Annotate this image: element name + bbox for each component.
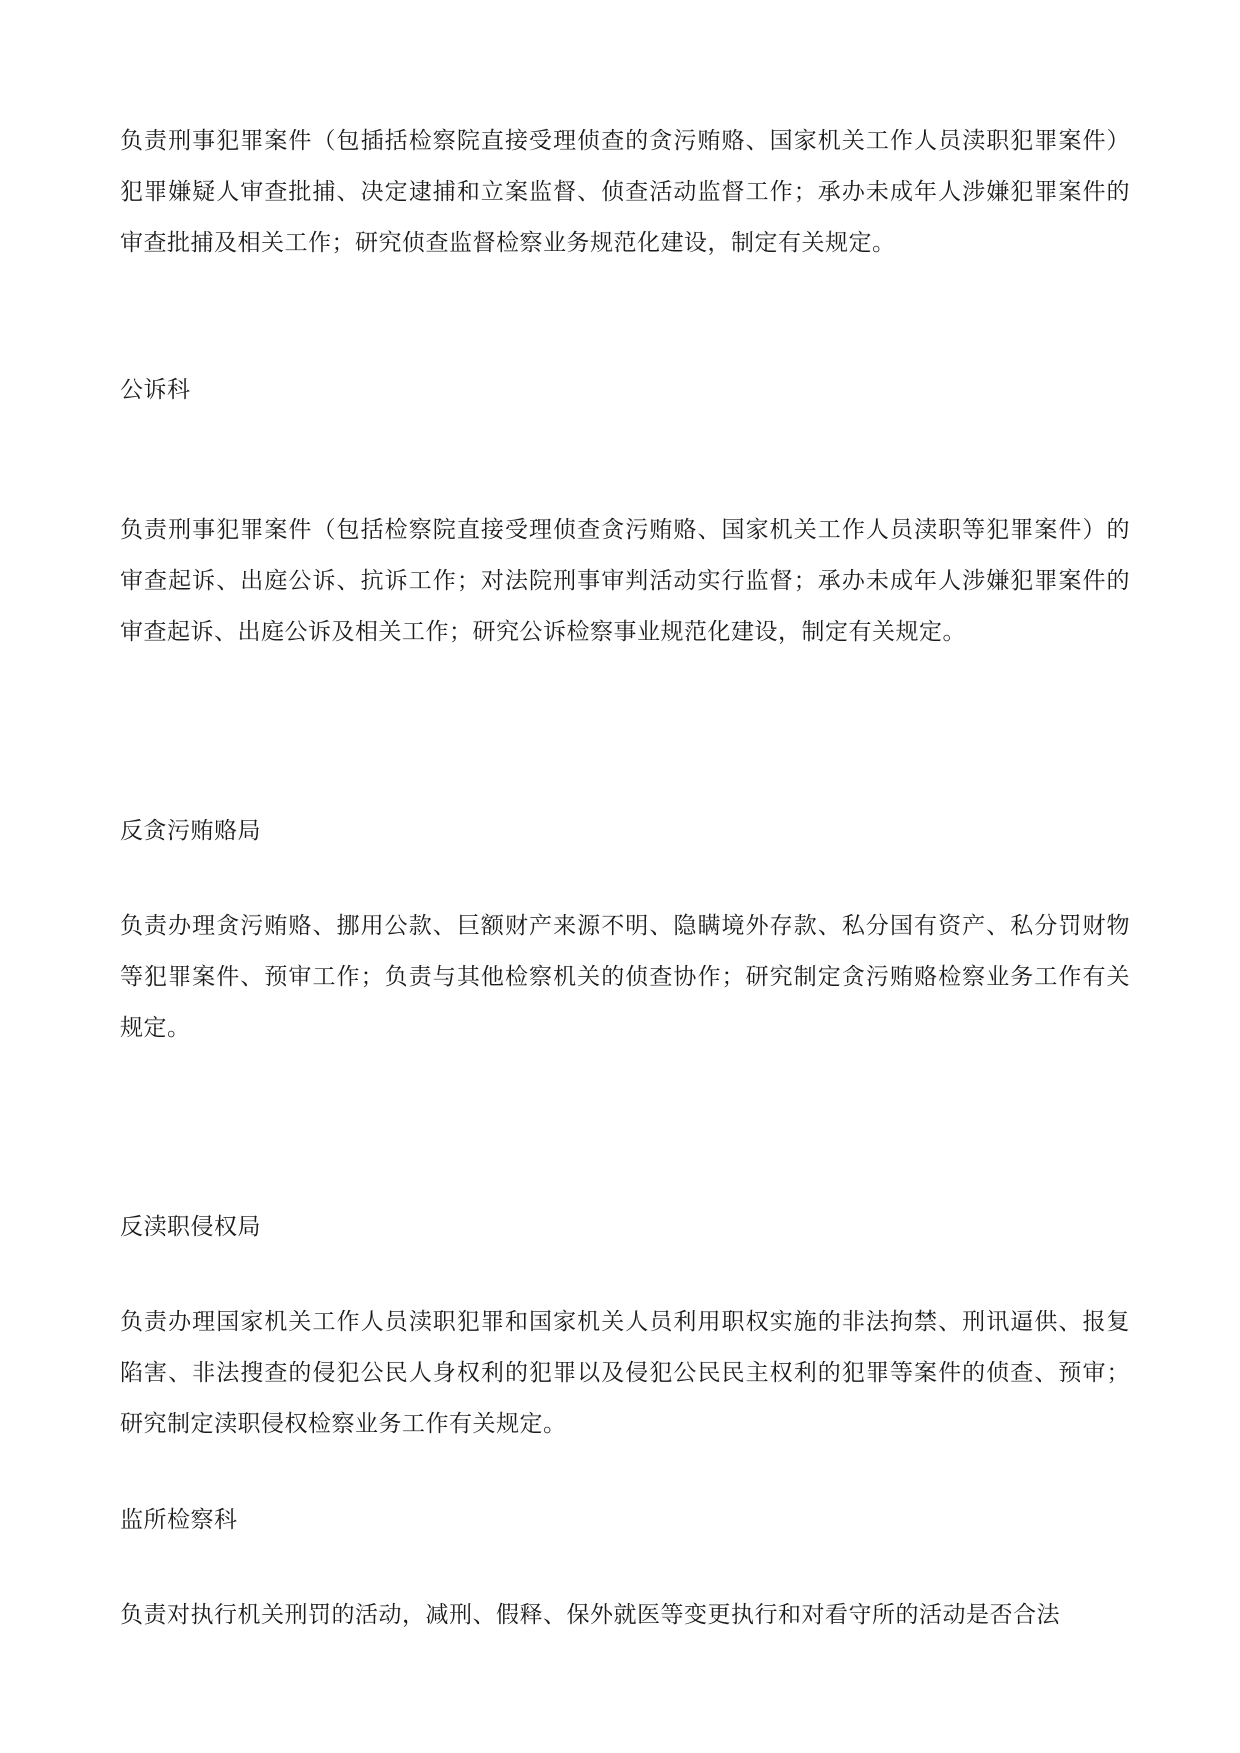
section-5-heading: 监所检察科 — [120, 1507, 238, 1533]
section-4-paragraph: 负责办理国家机关工作人员渎职犯罪和国家机关人员利用职权实施的非法拘禁、刑讯逼供、报复陷害、非法搜查的侵犯公民人身权利的犯罪以及侵犯公民民主权利的犯罪等案件的侦查、预审；研究制定渎职侵权检察业务工作有关规定。 — [120, 1309, 1130, 1437]
section-2-heading: 公诉科 — [120, 377, 191, 403]
section-4-heading: 反渎职侵权局 — [120, 1214, 261, 1240]
section-1-paragraph: 负责刑事犯罪案件（包插括检察院直接受理侦查的贪污贿赂、国家机关工作人员渎职犯罪案件）犯罪嫌疑人审查批捕、决定逮捕和立案监督、侦查活动监督工作；承办未成年人涉嫌犯罪案件的审查批捕及相关工作；研究侦查监督检察业务规范化建设，制定有关规定。 — [120, 128, 1130, 256]
section-2-paragraph: 负责刑事犯罪案件（包括检察院直接受理侦查贪污贿赂、国家机关工作人员渎职等犯罪案件）的审查起诉、出庭公诉、抗诉工作；对法院刑事审判活动实行监督；承办未成年人涉嫌犯罪案件的审查起诉、出庭公诉及相关工作；研究公诉检察事业规范化建设，制定有关规定。 — [120, 517, 1130, 645]
section-3-paragraph: 负责办理贪污贿赂、挪用公款、巨额财产来源不明、隐瞒境外存款、私分国有资产、私分罚财物等犯罪案件、预审工作；负责与其他检察机关的侦查协作；研究制定贪污贿赂检察业务工作有关规定。 — [120, 913, 1130, 1041]
section-5-paragraph: 负责对执行机关刑罚的活动，减刑、假释、保外就医等变更执行和对看守所的活动是否合法 — [120, 1602, 1060, 1628]
section-3-heading: 反贪污贿赂局 — [120, 818, 261, 844]
